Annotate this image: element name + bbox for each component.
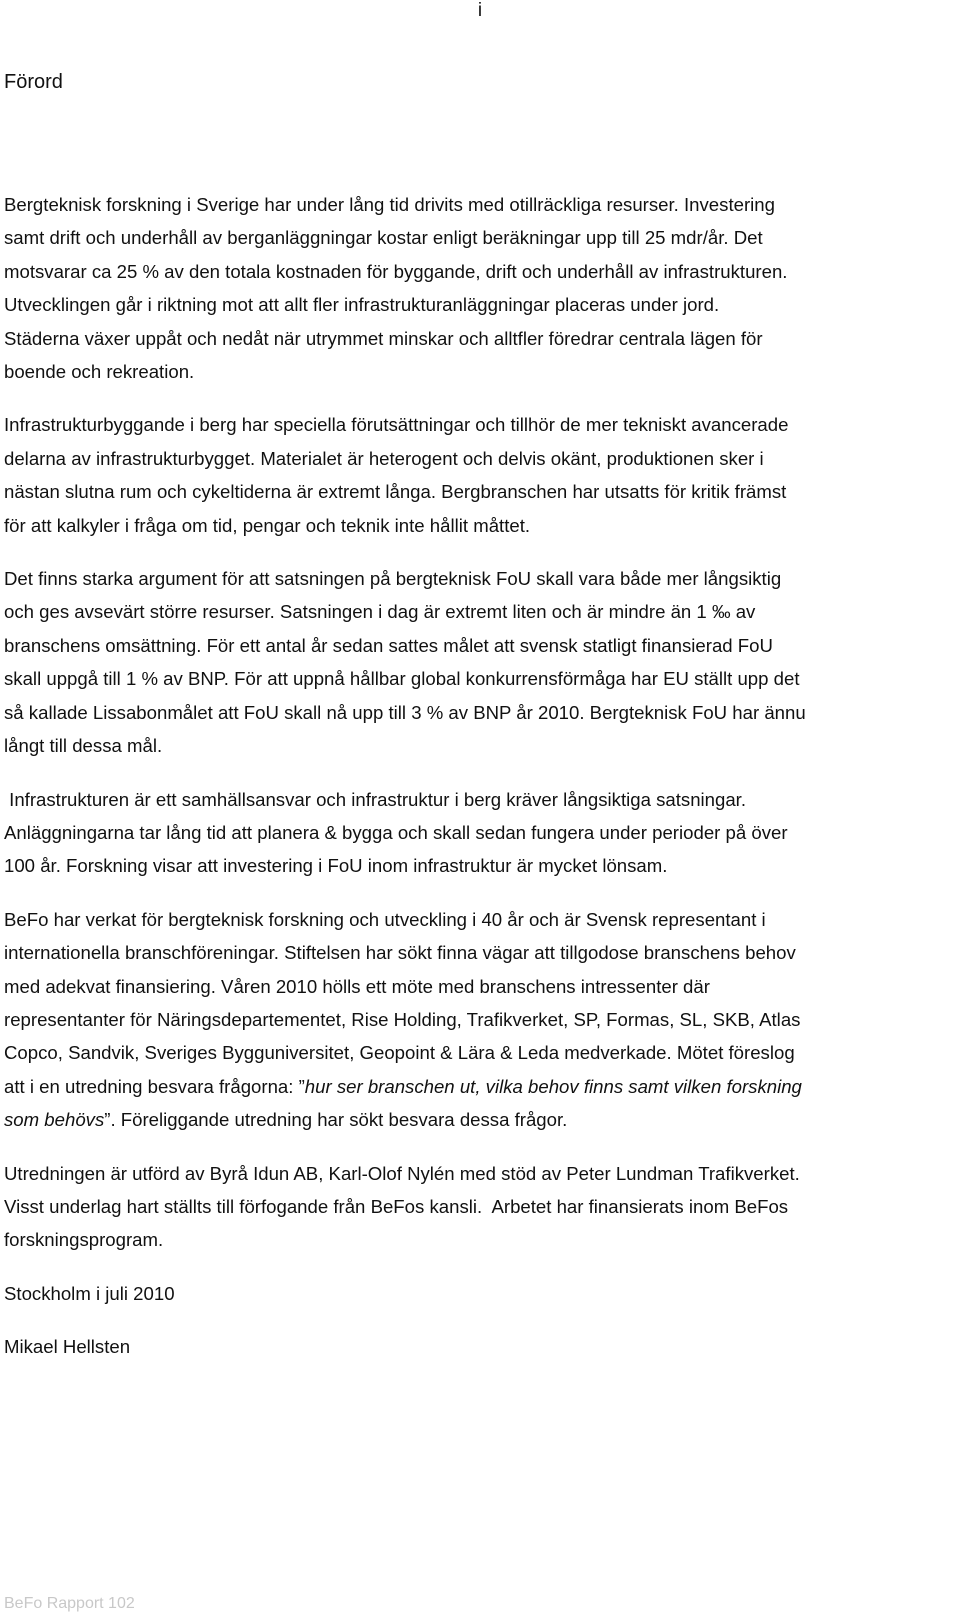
text-line: forskningsprogram. [4, 1229, 164, 1251]
paragraph-befo [4, 903, 944, 1137]
text-line: representanter för Näringsdepartementet, Rise Holding, Trafikverket, SP, Formas, SL, SKB, Atlas [4, 1008, 801, 1030]
text-fragment: ”. Föreliggande utredning har sökt besvara dessa frågor. [104, 1109, 568, 1131]
text-line: med adekvat finansiering. Våren 2010 hölls ett möte med branschens intressenter där [4, 975, 710, 997]
text-line: Copco, Sandvik, Sveriges Bygguniversitet, Geopoint & Lära & Leda medverkade. Mötet föreslog [4, 1042, 795, 1064]
text-line: Städerna växer uppåt och nedåt när utrymmet minskar och alltfler föredrar centrala lägen för [4, 327, 763, 349]
text-line: internationella branschföreningar. Stiftelsen har sökt finna vägar att tillgodose branschens behov [4, 942, 796, 964]
text-line: BeFo har verkat för bergteknisk forskning och utveckling i 40 år och är Svensk representant i [4, 908, 766, 930]
paragraph-arguments [4, 562, 944, 762]
document-body [4, 188, 944, 1384]
paragraph-infrastructure [4, 408, 944, 542]
text-line: Anläggningarna tar lång tid att planera & bygga och skall sedan fungera under perioder på över [4, 821, 788, 843]
page-number: i [477, 0, 483, 21]
text-line: motsvarar ca 25 % av den totala kostnaden för byggande, drift och underhåll av infrastrukturen. [4, 260, 788, 282]
text-line: branschens omsättning. För ett antal år sedan sattes målet att svensk statligt finansierad FoU [4, 634, 773, 656]
text-line: för att kalkyler i fråga om tid, pengar och teknik inte hållit måttet. [4, 514, 531, 536]
italic-question: som behövs [4, 1109, 105, 1131]
text-line: Det finns starka argument för att satsningen på bergteknisk FoU skall vara både mer långsiktig [4, 568, 782, 590]
text-line: så kallade Lissabonmålet att FoU skall nå upp till 3 % av BNP år 2010. Bergteknisk FoU har ännu [4, 701, 806, 723]
italic-question: hur ser branschen ut, vilka behov finns samt vilken forskning [304, 1075, 802, 1097]
text-line: boende och rekreation. [4, 361, 195, 383]
text-line: Bergteknisk forskning i Sverige har under lång tid drivits med otillräckliga resurser. Investering [4, 194, 775, 215]
paragraph-credits [4, 1157, 944, 1257]
text-line: delarna av infrastrukturbygget. Materialet är heterogent och delvis okänt, produktionen sker i [4, 447, 764, 469]
text-line: Visst underlag hart ställts till förfogande från BeFos kansli. Arbetet har finansierats inom BeFos [4, 1195, 789, 1217]
text-line [4, 1070, 944, 1103]
text-line: skall uppgå till 1 % av BNP. För att uppnå hållbar global konkurrensförmåga har EU ställt upp det [4, 668, 800, 690]
text-line: och ges avsevärt större resurser. Satsningen i dag är extremt liten och är mindre än 1 ‰ av [4, 601, 756, 623]
place-date [4, 1277, 944, 1310]
signature [4, 1330, 944, 1363]
paragraph-intro [4, 188, 944, 388]
text-line: samt drift och underhåll av berganläggningar kostar enligt beräkningar upp till 25 mdr/år. Det [4, 227, 763, 249]
text-line: Utredningen är utförd av Byrå Idun AB, Karl-Olof Nylén med stöd av Peter Lundman Trafikverket. [4, 1162, 800, 1184]
text-line: nästan slutna rum och cykeltiderna är extremt långa. Bergbranschen har utsatts för kritik främst [4, 481, 787, 503]
text-fragment: att i en utredning besvara frågorna: ” [4, 1075, 305, 1097]
text-line: Stockholm i juli 2010 [4, 1282, 175, 1304]
text-line: Infrastrukturbyggande i berg har speciella förutsättningar och tillhör de mer tekniskt avancerade [4, 414, 789, 436]
text-line: Mikael Hellsten [4, 1336, 131, 1358]
text-line: Infrastrukturen är ett samhällsansvar och infrastruktur i berg kräver långsiktiga satsningar. [4, 788, 747, 810]
text-line: Utvecklingen går i riktning mot att allt fler infrastrukturanläggningar placeras under jord. [4, 294, 720, 316]
paragraph-responsibility [4, 783, 944, 883]
text-line: långt till dessa mål. [4, 735, 163, 757]
page-footer: BeFo Rapport 102 [4, 1595, 135, 1612]
text-line [4, 1103, 944, 1136]
page-heading: Förord [4, 71, 63, 93]
text-line: 100 år. Forskning visar att investering i FoU inom infrastruktur är mycket lönsam. [4, 855, 668, 877]
